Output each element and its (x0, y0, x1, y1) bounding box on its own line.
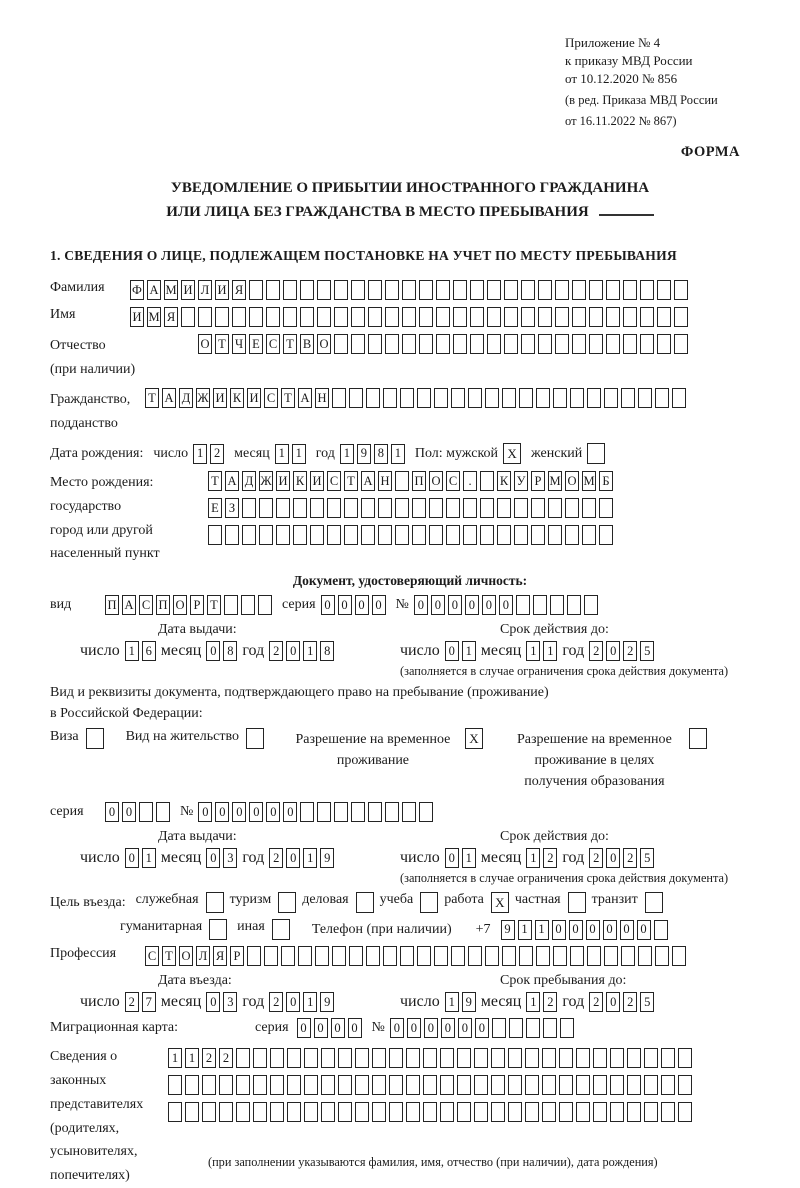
option-study: учеба (380, 892, 439, 913)
checkbox-temp-residence-education[interactable] (689, 728, 707, 749)
patronymic-row (50, 334, 770, 382)
name-input[interactable]: И М Я (130, 307, 688, 327)
phone-input[interactable]: 9 1 1 0 0 0 0 0 0 (501, 920, 668, 940)
entry-day[interactable]: 2 7 (125, 992, 156, 1012)
birth-month-input[interactable]: 1 1 (275, 444, 306, 464)
residence-issue-date: число 0 1 месяц 0 3 год 2 0 1 9 (80, 848, 400, 868)
surname-input[interactable]: Ф А М И Л И Я (130, 280, 688, 300)
profession-input[interactable]: С Т О Л Я Р (145, 946, 686, 966)
migration-card-row: Миграционная карта: серия 0 0 0 0 № 0 0 0 0 0 0 (50, 1018, 770, 1038)
residence-expiry-month[interactable]: 1 2 (526, 848, 557, 868)
name-row (50, 307, 770, 327)
identity-doc-row: вид П А С П О Р Т серия 0 0 0 0 № 0 0 0 0 0 0 (50, 595, 770, 615)
phone-prefix: +7 (475, 921, 491, 937)
profession-label: Профессия (50, 946, 117, 962)
checkbox-sex-female[interactable] (587, 443, 605, 464)
residence-doc-series-row: серия 0 0 № 0 0 0 0 0 0 (50, 802, 770, 822)
representatives-line-1[interactable]: 1 1 2 2 (168, 1048, 692, 1068)
stay-month[interactable]: 1 2 (526, 992, 557, 1012)
phone-label: Телефон (при наличии) (311, 921, 452, 937)
residence-issue-year[interactable]: 2 0 1 9 (269, 848, 334, 868)
representatives-line-2[interactable] (168, 1075, 692, 1095)
surname-label: Фамилия (50, 279, 105, 295)
birth-date-row: Дата рождения: число 1 2 месяц 1 1 год 1 9 8 1 Пол: мужской X женский (50, 443, 770, 464)
migration-series-input[interactable]: 0 0 0 0 (297, 1018, 362, 1038)
doc-type-input[interactable]: П А С П О Р Т (105, 595, 272, 615)
doc-expiry-title: Срок действия до: (500, 622, 609, 638)
checkbox-sex-male[interactable]: X (503, 443, 521, 464)
residence-doc-intro-2: в Российской Федерации: (50, 706, 203, 722)
doc-expiry-year[interactable]: 2 0 2 5 (589, 641, 654, 661)
entry-dates (50, 973, 770, 1012)
stay-until-title: Срок пребывания до: (500, 973, 627, 989)
doc-issue-month[interactable]: 0 8 (206, 641, 237, 661)
residence-number-input[interactable]: 0 0 0 0 0 0 (198, 802, 433, 822)
doc-series-input[interactable]: 0 0 0 0 (321, 595, 386, 615)
surname-row (50, 280, 770, 300)
residence-issue-title: Дата выдачи: (158, 829, 237, 845)
option-transit: транзит (592, 892, 663, 913)
stay-day[interactable]: 1 9 (445, 992, 476, 1012)
page-title (50, 177, 770, 224)
checkbox-humanitarian[interactable] (209, 919, 227, 940)
title-line-2: ИЛИ ЛИЦА БЕЗ ГРАЖДАНСТВА В МЕСТО ПРЕБЫВАНИЯ (50, 201, 770, 224)
checkbox-transit[interactable] (645, 892, 663, 913)
doc-expiry-month[interactable]: 1 1 (526, 641, 557, 661)
option-work: работа X (444, 892, 509, 913)
stay-year[interactable]: 2 0 2 5 (589, 992, 654, 1012)
doc-issue-day[interactable]: 1 6 (125, 641, 156, 661)
option-temp-residence-education: Разрешение на временное проживание в целях получения образования (507, 728, 707, 792)
migration-number-input[interactable]: 0 0 0 0 0 0 (390, 1018, 574, 1038)
residence-series-input[interactable]: 0 0 (105, 802, 170, 822)
checkbox-private[interactable] (568, 892, 586, 913)
entry-month[interactable]: 0 3 (206, 992, 237, 1012)
residence-issue-day[interactable]: 0 1 (125, 848, 156, 868)
birthplace-row (50, 471, 770, 566)
residence-expiry-title: Срок действия до: (500, 829, 609, 845)
doc-expiry-day[interactable]: 0 1 (445, 641, 476, 661)
title-blank-underline (599, 214, 654, 216)
option-other: иная (237, 919, 290, 940)
checkbox-business[interactable] (356, 892, 374, 913)
representatives-note: (при заполнении указываются фамилия, имя, отчество (при наличии), дата рождения) (208, 1155, 658, 1170)
entry-year[interactable]: 2 0 1 9 (269, 992, 334, 1012)
doc-type-label: вид (50, 597, 72, 613)
form-label: ФОРМА (680, 144, 740, 161)
annex-line: к приказу МВД России (565, 52, 693, 68)
residence-doc-options (50, 728, 770, 792)
visit-purpose-label: Цель въезда: (50, 894, 126, 910)
title-line-1: УВЕДОМЛЕНИЕ О ПРИБЫТИИ ИНОСТРАННОГО ГРАЖДАНИНА (170, 180, 650, 197)
checkbox-official[interactable] (206, 892, 224, 913)
citizenship-input[interactable]: Т А Д Ж И К И С Т А Н (145, 388, 686, 408)
option-official: служебная (136, 892, 224, 913)
visit-purpose-row-2 (120, 919, 770, 940)
checkbox-work[interactable]: X (491, 892, 509, 913)
checkbox-residence-permit[interactable] (246, 728, 264, 749)
option-private: частная (515, 892, 586, 913)
patronymic-input[interactable]: О Т Ч Е С Т В О (198, 334, 688, 354)
doc-issue-date: число 1 6 месяц 0 8 год 2 0 1 8 (80, 641, 400, 661)
residence-doc-dates (50, 829, 770, 886)
citizenship-row (50, 388, 770, 436)
option-humanitarian: гуманитарная (120, 919, 227, 940)
annex-revision-line: от 16.11.2022 № 867) (565, 114, 677, 129)
doc-issue-year[interactable]: 2 0 1 8 (269, 641, 334, 661)
residence-expiry-year[interactable]: 2 0 2 5 (589, 848, 654, 868)
birthplace-inputs (208, 471, 613, 552)
checkbox-study[interactable] (420, 892, 438, 913)
checkbox-other[interactable] (272, 919, 290, 940)
representatives-inputs (168, 1045, 692, 1170)
residence-doc-intro-1: Вид и реквизиты документа, подтверждающего право на пребывание (проживание) (50, 685, 549, 701)
birth-day-input[interactable]: 1 2 (193, 444, 224, 464)
checkbox-tourism[interactable] (278, 892, 296, 913)
sex-female-label: женский (531, 445, 583, 461)
patronymic-sublabel: (при наличии) (50, 361, 136, 377)
doc-expiry-note: (заполняется в случае ограничения срока действия документа) (400, 664, 729, 679)
residence-expiry-note: (заполняется в случае ограничения срока действия документа) (400, 871, 729, 886)
stay-until-date: число 1 9 месяц 1 2 год 2 0 2 5 (400, 992, 770, 1012)
doc-number-input[interactable]: 0 0 0 0 0 0 (414, 595, 598, 615)
section-1-heading: 1. СВЕДЕНИЯ О ЛИЦЕ, ПОДЛЕЖАЩЕМ ПОСТАНОВКЕ НА УЧЕТ ПО МЕСТУ ПРЕБЫВАНИЯ (50, 247, 677, 263)
representatives-label: Сведения о законных представителях (родителях, усыновителях, попечителях) (50, 1049, 144, 1184)
residence-expiry-date: число 0 1 месяц 1 2 год 2 0 2 5 (400, 848, 770, 868)
sex-label: Пол: мужской (414, 445, 499, 461)
doc-expiry-date: число 0 1 месяц 1 1 год 2 0 2 5 (400, 641, 770, 661)
identity-doc-heading: Документ, удостоверяющий личность: (292, 573, 528, 589)
entry-date: число 2 7 месяц 0 3 год 2 0 1 9 (80, 992, 400, 1012)
annex-line: от 10.12.2020 № 856 (565, 70, 678, 86)
birth-date-label: Дата рождения: (50, 445, 144, 461)
patronymic-label: Отчество (при наличии) (50, 337, 136, 377)
birthplace-label: Место рождения: государство город или другой населенный пункт (50, 475, 160, 562)
annex-header (565, 34, 770, 130)
citizenship-label: Гражданство, подданство (50, 392, 131, 432)
birthplace-line-2[interactable]: Е З (208, 498, 613, 518)
option-tourism: туризм (230, 892, 297, 913)
visit-purpose-row (50, 892, 770, 913)
annex-revision-line: (в ред. Приказа МВД России (565, 92, 718, 107)
option-temp-residence: Разрешение на временное проживание X (288, 728, 483, 771)
checkbox-temp-residence[interactable]: X (465, 728, 483, 749)
name-label: Имя (50, 306, 76, 322)
option-business: деловая (302, 892, 373, 913)
birth-year-input[interactable]: 1 9 8 1 (340, 444, 405, 464)
identity-doc-dates (50, 622, 770, 679)
residence-expiry-day[interactable]: 0 1 (445, 848, 476, 868)
checkbox-visa[interactable] (86, 728, 104, 749)
option-visa: Виза (50, 728, 104, 749)
migration-card-label: Миграционная карта: (50, 1020, 179, 1036)
representatives-row (50, 1045, 770, 1188)
birthplace-line-3[interactable] (208, 525, 613, 545)
option-residence-permit: Вид на жительство (126, 728, 264, 749)
representatives-line-3[interactable] (168, 1102, 692, 1122)
entry-date-title: Дата въезда: (158, 973, 232, 989)
birthplace-line-1[interactable]: Т А Д Ж И К И С Т А Н П О С . К У Р М О М Б (208, 471, 613, 491)
residence-issue-month[interactable]: 0 3 (206, 848, 237, 868)
doc-issue-title: Дата выдачи: (158, 622, 237, 638)
annex-line: Приложение № 4 (565, 35, 661, 50)
profession-row (50, 946, 770, 966)
